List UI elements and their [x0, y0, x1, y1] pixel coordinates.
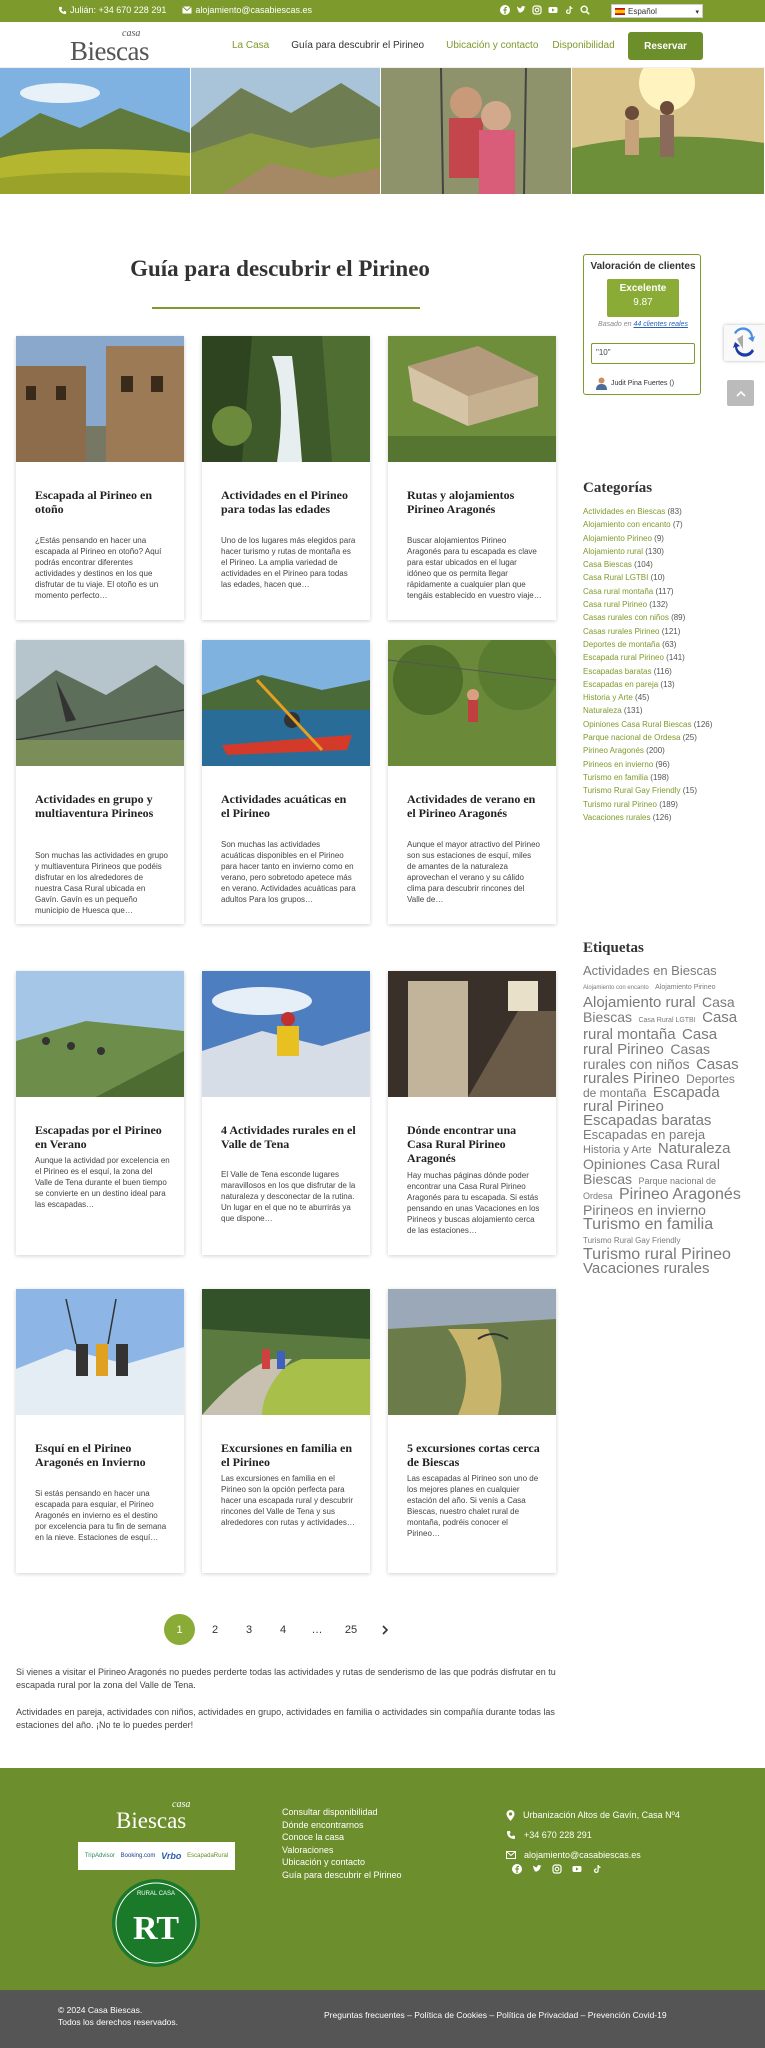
facebook-icon[interactable]: [512, 1864, 522, 1874]
page-title: Guía para descubrir el Pirineo: [130, 256, 430, 281]
tag-link[interactable]: Casa rural montaña: [583, 1009, 738, 1043]
post-excerpt: Si estás pensando en hacer una escapada para esquiar, el Pirineo Aragonés en invierno es el destino por excelencia para tu fin de semana en la nieve. Estaciones de esquí…: [35, 1489, 167, 1542]
category-name[interactable]: Alojamiento rural: [583, 546, 644, 556]
post-card[interactable]: [388, 971, 556, 1255]
category-name[interactable]: Turismo rural Pirineo: [583, 799, 657, 809]
footer-phone[interactable]: +34 670 228 291: [506, 1825, 680, 1845]
category-item[interactable]: [583, 771, 743, 784]
post-card[interactable]: [16, 336, 184, 620]
post-image[interactable]: [16, 336, 184, 462]
post-excerpt: El Valle de Tena esconde lugares maravillosos en los que disfrutar de la naturaleza y desconectar de la rutina. Un lugar en el que no te aburrirás ya que dispone…: [221, 1170, 356, 1223]
post-title[interactable]: Actividades en el Pirineo para todas las edades: [221, 488, 348, 516]
tag-link[interactable]: Escapada rural Pirineo: [583, 1084, 720, 1115]
category-item[interactable]: [583, 678, 743, 691]
category-count: (45): [635, 693, 650, 703]
category-name[interactable]: Actividades en Biescas: [583, 507, 666, 516]
rating-quote: "10": [591, 343, 695, 364]
chevron-right-icon[interactable]: [368, 1615, 402, 1645]
category-count: (7): [672, 520, 683, 530]
category-name[interactable]: Vacaciones rurales: [583, 812, 651, 822]
post-card[interactable]: [388, 336, 556, 620]
category-count: (189): [659, 799, 678, 809]
tag-link[interactable]: Deportes de montaña: [583, 1072, 735, 1100]
post-title[interactable]: Escapadas por el Pirineo en Verano: [35, 1123, 162, 1151]
post-excerpt: Uno de los lugares más elegidos para hacer turismo y rutas de montaña es el Pirineo. La amplia variedad de actividades en el Pirineo para todas las edades, hacen que…: [221, 536, 356, 589]
tag-link[interactable]: Pirineo Aragonés: [618, 1186, 741, 1203]
rating-widget: [583, 254, 701, 395]
post-image[interactable]: [16, 640, 184, 766]
category-name[interactable]: Escapadas en pareja: [583, 679, 659, 689]
mail-icon: [506, 1851, 516, 1859]
tag-link[interactable]: Historia y Arte: [583, 1144, 652, 1156]
post-excerpt: Son muchas las actividades acuáticas disponibles en el Pirineo para hacer tanto en invierno como en verano, pero sobretodo apetece más en verano. Actividades acuáticas para adultos Para los grupos…: [221, 840, 356, 904]
category-count: (15): [682, 786, 697, 796]
post-title[interactable]: Escapada al Pirineo en otoño: [35, 488, 153, 516]
reserve-button[interactable]: Reservar: [628, 32, 703, 60]
categories-heading: Categorías: [583, 480, 653, 496]
footer-social: [512, 1864, 602, 1874]
tag-link[interactable]: Casas rurales Pirineo: [583, 1056, 739, 1087]
category-name[interactable]: Naturaleza: [583, 706, 622, 716]
nav-disponibilidad[interactable]: Disponibilidad: [552, 40, 615, 51]
post-image[interactable]: [388, 1289, 556, 1415]
category-count: (200): [646, 746, 665, 756]
category-name[interactable]: Pirineos en invierno: [583, 759, 654, 769]
partner-logos: [78, 1842, 235, 1870]
footer-link[interactable]: Ubicación y contacto: [282, 1857, 366, 1867]
category-name[interactable]: Escapadas baratas: [583, 666, 652, 676]
hero-banner: [0, 68, 765, 194]
twitter-icon[interactable]: [516, 5, 526, 15]
category-item[interactable]: [583, 744, 743, 757]
site-header: [0, 22, 765, 68]
post-card[interactable]: [202, 971, 370, 1255]
rating-author: Judit Pina Fuertes (): [596, 377, 674, 390]
category-item[interactable]: [583, 691, 743, 704]
category-count: (10): [650, 573, 665, 583]
page-4[interactable]: 4: [279, 1623, 287, 1636]
category-name[interactable]: Alojamiento con encanto: [583, 520, 671, 530]
nav-ubicacion[interactable]: Ubicación y contacto: [446, 40, 539, 51]
category-item[interactable]: [583, 625, 743, 638]
post-card[interactable]: [388, 640, 556, 924]
pagination: [164, 1614, 402, 1645]
language-select[interactable]: Español ▾: [611, 4, 703, 18]
post-excerpt: Hay muchas páginas dónde poder encontrar una Casa Rural Pirineo Aragonés para tu escapada. Si estás pensando en unas Vacaciones en los Pirineos y buscas alojamiento cerca de las estaciones…: [407, 1171, 540, 1235]
category-count: (104): [634, 560, 653, 570]
category-name[interactable]: Turismo en familia: [583, 772, 649, 782]
tag-link[interactable]: Casa Rural LGTBI: [638, 1017, 696, 1024]
post-excerpt: Aunque el mayor atractivo del Pirineo son sus estaciones de esquí, miles de amantes de la naturaleza aprovechan el verano y su cálido clima para descubrir rincones del Valle de…: [407, 840, 540, 904]
category-count: (198): [650, 772, 669, 782]
footer-address: Urbanización Altos de Gavín, Casa Nº4: [506, 1805, 680, 1825]
nav-la-casa[interactable]: La Casa: [232, 40, 270, 51]
post-card[interactable]: [202, 336, 370, 620]
post-title[interactable]: 4 Actividades rurales en el Valle de Tena: [221, 1123, 356, 1151]
tag-link[interactable]: Alojamiento Pirineo: [655, 984, 716, 991]
post-title[interactable]: Excursiones en familia en el Pirineo: [221, 1441, 352, 1469]
page-1[interactable]: 1: [164, 1614, 195, 1645]
tripadvisor-logo[interactable]: TripAdvisor: [84, 1853, 115, 1859]
tag-link[interactable]: Escapadas en pareja: [583, 1127, 706, 1142]
category-item[interactable]: [583, 571, 743, 584]
category-name[interactable]: Escapada rural Pirineo: [583, 653, 664, 663]
category-item[interactable]: [583, 585, 743, 598]
tag-link[interactable]: Turismo rural Pirineo: [583, 1246, 731, 1263]
category-item[interactable]: [583, 758, 743, 771]
footer-contact: [506, 1805, 680, 1865]
copyright: © 2024 Casa Biescas. Todos los derechos reservados.: [58, 2005, 179, 2027]
phone-icon: [58, 6, 67, 15]
facebook-icon[interactable]: [500, 5, 510, 15]
category-count: (126): [652, 812, 672, 822]
tag-link[interactable]: Opiniones Casa Rural Biescas: [583, 1156, 720, 1187]
phone-contact[interactable]: Julián: +34 670 228 291: [58, 5, 166, 15]
post-image[interactable]: [388, 336, 556, 462]
tag-link[interactable]: Naturaleza: [657, 1140, 731, 1157]
phone-icon: [506, 1830, 516, 1840]
category-count: (83): [667, 507, 682, 516]
post-excerpt: Las excursiones en familia en el Pirineo son la opción perfecta para hacer una escapada rural y descubrir rincones del Valle de Tena y sus alrededores con rutas y actividades…: [221, 1474, 355, 1527]
category-name[interactable]: Deportes de montaña: [583, 639, 660, 649]
main-nav: [232, 40, 615, 51]
post-card[interactable]: [16, 1289, 184, 1573]
intro-paragraph-2: Actividades en pareja, actividades con niños, actividades en grupo, actividades en familia o actividades sin compañía durante todas las estaciones del año. ¡No te lo puedes perder!: [16, 1707, 555, 1730]
category-name[interactable]: Casa Biescas: [583, 560, 632, 570]
site-footer: [0, 1768, 765, 1990]
tiktok-icon[interactable]: [592, 1864, 602, 1874]
category-name[interactable]: Casas rurales con niños: [583, 613, 669, 623]
post-image[interactable]: [388, 971, 556, 1097]
category-item[interactable]: [583, 532, 743, 545]
category-count: (132): [649, 600, 668, 610]
tag-cloud: [583, 964, 743, 1276]
post-excerpt: Son muchas las actividades en grupo y multiaventura Pirineos que podéis disfrutar en los alrededores de nuestra Casa Rural ubicada en Gavín. Gavín es un pequeño municipio de Huesca que…: [35, 851, 168, 915]
category-item[interactable]: [583, 665, 743, 678]
chevron-down-icon: ▾: [695, 9, 699, 16]
youtube-icon[interactable]: [572, 1864, 582, 1874]
footer-logo[interactable]: casa Biescas: [116, 1799, 191, 1833]
category-item[interactable]: [583, 784, 743, 797]
footer-link[interactable]: Dónde encontrarnos: [282, 1819, 364, 1830]
post-image[interactable]: [202, 1289, 370, 1415]
instagram-icon[interactable]: [532, 5, 542, 15]
category-count: (141): [666, 653, 685, 663]
legal-links: Preguntas frecuentes – Política de Cookies – Política de Privacidad – Prevención Covid-19: [324, 2010, 667, 2020]
post-title[interactable]: 5 excursiones cortas cerca de Biescas: [407, 1441, 540, 1469]
category-count: (96): [655, 759, 670, 769]
faq-link[interactable]: Preguntas frecuentes: [324, 2010, 405, 2020]
page-25[interactable]: 25: [344, 1623, 358, 1636]
post-excerpt: Buscar alojamientos Pirineo Aragonés para tu escapada es clave para estar ubicados en el lugar idóneo que os permita llegar rápidamente a cualquier plan que tengáis establecido en vuestro viaje…: [407, 536, 542, 600]
hero-image-mountain: [191, 68, 381, 194]
category-count: (126): [693, 719, 713, 729]
intro-paragraph-1: Si vienes a visitar el Pirineo Aragonés no puedes perderte todas las actividades y rutas de senderismo de las que podrás disfrutar en tu escapada rural por la zona del Valle de Tena.: [16, 1667, 556, 1690]
rating-reviews-link[interactable]: 44 clientes reales: [633, 321, 688, 328]
category-count: (117): [655, 586, 674, 596]
footer-link[interactable]: Guía para descubrir el Pirineo: [282, 1869, 402, 1880]
rating-based-on: Basado en 44 clientes reales: [598, 321, 688, 328]
page-2[interactable]: 2: [211, 1623, 219, 1636]
title-divider: [152, 307, 420, 309]
post-title[interactable]: Actividades de verano en el Pirineo Aragonés: [407, 792, 536, 820]
category-item[interactable]: [583, 731, 743, 744]
recaptcha-badge[interactable]: [724, 325, 765, 361]
hero-image-meadow: [0, 68, 190, 194]
post-title[interactable]: Dónde encontrar una Casa Rural Pirineo Aragonés: [407, 1123, 517, 1165]
recaptcha-icon: [724, 325, 765, 361]
post-card[interactable]: [388, 1289, 556, 1573]
youtube-icon[interactable]: [548, 5, 558, 15]
post-title[interactable]: Actividades en grupo y multiaventura Pirineos: [35, 792, 154, 820]
tag-link[interactable]: Vacaciones rurales: [583, 1260, 710, 1277]
tag-link[interactable]: Pirineos en invierno: [583, 1202, 706, 1218]
footer-link[interactable]: Consultar disponibilidad: [282, 1807, 378, 1817]
vrbo-logo[interactable]: Vrbo: [161, 1851, 182, 1861]
page-ellipsis: …: [311, 1623, 323, 1636]
tag-link[interactable]: Escapadas baratas: [583, 1112, 712, 1129]
footer-links: [282, 1806, 402, 1881]
category-count: (25): [682, 733, 697, 743]
tag-link[interactable]: Turismo Rural Gay Friendly: [583, 1236, 681, 1245]
post-excerpt: ¿Estás pensando en hacer una escapada al Pirineo en otoño? Aquí podrás encontrar diferentes actividades y destinos en los que disfrutar de tu viaje. El otoño es un momento perfecto…: [35, 536, 162, 600]
seal-top-text: RURAL CASA: [136, 1891, 176, 1897]
category-item[interactable]: [583, 704, 743, 717]
escapadarural-logo[interactable]: EscapadaRural: [187, 1853, 229, 1859]
category-item[interactable]: [583, 798, 743, 811]
post-card[interactable]: [16, 971, 184, 1255]
category-count: (89): [671, 613, 686, 623]
tag-link[interactable]: Casas rurales con niños: [583, 1041, 711, 1072]
post-image[interactable]: [202, 336, 370, 462]
category-name[interactable]: Casa Rural LGTBI: [583, 573, 649, 583]
category-count: (9): [654, 533, 664, 543]
post-image[interactable]: [16, 971, 184, 1097]
twitter-icon[interactable]: [532, 1864, 542, 1874]
category-count: (130): [645, 546, 664, 556]
category-name[interactable]: Pirineo Aragonés: [583, 746, 644, 756]
tag-link[interactable]: Parque nacional de Ordesa: [583, 1176, 717, 1201]
post-card[interactable]: [16, 640, 184, 924]
nav-guia[interactable]: Guía para descubrir el Pirineo: [291, 40, 425, 51]
category-item[interactable]: [583, 651, 743, 664]
category-name[interactable]: Casa rural montaña: [583, 586, 654, 596]
category-count: (121): [661, 626, 681, 636]
top-bar: [0, 0, 765, 22]
footer-link[interactable]: Conoce la casa: [282, 1832, 345, 1842]
post-card[interactable]: [202, 640, 370, 924]
tag-link[interactable]: Casa rural Pirineo: [583, 1026, 718, 1058]
email-contact[interactable]: alojamiento@casabiescas.es: [182, 5, 312, 15]
post-image[interactable]: [388, 640, 556, 766]
bottom-bar: [0, 1990, 765, 2048]
rating-title: Valoración de clientes: [590, 261, 696, 272]
category-count: (131): [623, 706, 643, 716]
post-title[interactable]: Esquí en el Pirineo Aragonés en Invierno: [35, 1441, 146, 1469]
footer-email[interactable]: alojamiento@casabiescas.es: [506, 1845, 680, 1865]
rating-score-box: [607, 279, 679, 317]
search-icon[interactable]: [580, 5, 590, 15]
tiktok-icon[interactable]: [564, 5, 574, 15]
category-name[interactable]: Casa rural Pirineo: [583, 600, 648, 610]
category-name[interactable]: Alojamiento Pirineo: [583, 533, 652, 543]
category-item[interactable]: [583, 518, 743, 531]
hero-image-hikers: [572, 68, 765, 194]
post-image[interactable]: [202, 640, 370, 766]
tag-link[interactable]: Alojamiento rural: [583, 994, 696, 1011]
avatar-icon: [596, 377, 607, 390]
rural-tourism-seal: [110, 1877, 202, 1969]
category-count: (63): [662, 639, 677, 649]
chevron-up-icon: [736, 390, 746, 397]
post-image[interactable]: [202, 971, 370, 1097]
category-item[interactable]: [583, 598, 743, 611]
tag-link[interactable]: Turismo en familia: [583, 1216, 714, 1233]
privacy-link[interactable]: Política de Privacidad: [496, 2010, 579, 2020]
spain-flag-icon: [615, 8, 625, 15]
scroll-to-top-button[interactable]: [727, 380, 754, 406]
rating-label: Excelente: [619, 283, 667, 294]
category-item[interactable]: [583, 545, 743, 558]
post-image[interactable]: [16, 1289, 184, 1415]
site-logo[interactable]: casa Biescas: [70, 28, 149, 66]
post-title[interactable]: Actividades acuáticas en el Pirineo: [221, 792, 347, 820]
category-name[interactable]: Turismo Rural Gay Friendly: [583, 786, 681, 796]
booking-logo[interactable]: Booking.com: [120, 1853, 156, 1859]
category-item[interactable]: [583, 811, 743, 824]
tag-link[interactable]: Casa Biescas: [583, 994, 735, 1025]
post-excerpt: Aunque la actividad por excelencia en el Pirineo es el esquí, la zona del Valle de Tena durante el buen tiempo se convierte en un destino ideal para las escapadas…: [35, 1156, 170, 1209]
category-name[interactable]: Opiniones Casa Rural Biescas: [583, 719, 692, 729]
category-item[interactable]: [583, 611, 743, 624]
categories-list: [583, 505, 743, 824]
category-count: (116): [653, 666, 672, 676]
location-pin-icon: [506, 1810, 515, 1821]
covid-link[interactable]: Prevención Covid-19: [587, 2010, 667, 2020]
mail-icon: [182, 6, 192, 14]
tag-link[interactable]: Alojamiento con encanto: [583, 985, 649, 991]
hero-image-couple-swing: [381, 68, 571, 194]
page-3[interactable]: 3: [245, 1623, 253, 1636]
category-name[interactable]: Parque nacional de Ordesa: [583, 733, 681, 743]
category-item[interactable]: [583, 558, 743, 571]
category-item[interactable]: [583, 638, 743, 651]
category-item[interactable]: [583, 718, 743, 731]
footer-link[interactable]: Valoraciones: [282, 1844, 334, 1855]
tags-heading: Etiquetas: [583, 940, 644, 956]
seal-letters: RT: [132, 1910, 180, 1947]
category-count: (13): [660, 679, 675, 689]
post-card[interactable]: [202, 1289, 370, 1573]
category-name[interactable]: Casas rurales Pirineo: [583, 626, 660, 636]
post-title[interactable]: Rutas y alojamientos Pirineo Aragonés: [407, 488, 515, 516]
category-name[interactable]: Historia y Arte: [583, 693, 633, 703]
category-item[interactable]: [583, 505, 743, 518]
post-excerpt: Las escapadas al Pirineo son uno de los mejores planes en cualquier estación del año. Si venís a Casa Biescas, nuestro chalet rural de montaña, podréis conocer el Pirineo…: [407, 1474, 539, 1538]
instagram-icon[interactable]: [552, 1864, 562, 1874]
tag-link[interactable]: Actividades en Biescas: [583, 963, 717, 978]
cookies-link[interactable]: Política de Cookies: [414, 2010, 488, 2020]
rating-score: 9.87: [633, 297, 653, 308]
